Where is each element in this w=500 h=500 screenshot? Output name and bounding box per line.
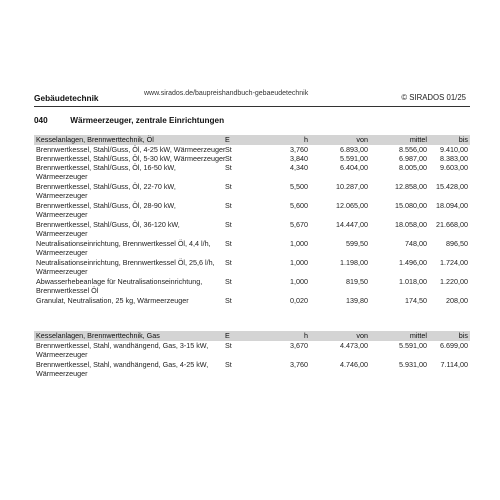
group-heading: Kesselanlagen, Brennwerttechnik, Gas <box>36 331 160 340</box>
col-von-header: von <box>356 135 368 144</box>
row-hours: 1,000 <box>290 277 308 286</box>
row-description: Abwasserhebeanlage für Neutralisationseinrichtung, Brennwertkessel Öl <box>36 277 203 295</box>
row-price-von: 6.404,00 <box>340 163 368 172</box>
row-unit: St <box>225 239 232 248</box>
row-price-von: 599,50 <box>346 239 368 248</box>
row-price-mittel: 15.080,00 <box>395 201 427 210</box>
row-price-bis: 1.724,00 <box>440 258 468 267</box>
table-row <box>34 154 470 163</box>
row-price-von: 6.893,00 <box>340 145 368 154</box>
col-mittel-header: mittel <box>409 135 427 144</box>
row-unit: St <box>225 341 232 350</box>
table-row <box>34 341 470 360</box>
col-hours-header: h <box>304 135 308 144</box>
row-hours: 5,600 <box>290 201 308 210</box>
table-row <box>34 145 470 154</box>
row-price-mittel: 18.058,00 <box>395 220 427 229</box>
col-bis-header: bis <box>458 331 468 340</box>
row-unit: St <box>225 277 232 286</box>
row-unit: St <box>225 154 232 163</box>
table-header-row <box>34 331 470 341</box>
group-heading: Kesselanlagen, Brennwerttechnik, Öl <box>36 135 154 144</box>
row-price-bis: 1.220,00 <box>440 277 468 286</box>
row-price-mittel: 5.591,00 <box>399 341 427 350</box>
section-title <box>34 116 470 125</box>
row-price-mittel: 12.858,00 <box>395 182 427 191</box>
row-hours: 5,670 <box>290 220 308 229</box>
row-price-bis: 208,00 <box>446 296 468 305</box>
row-price-bis: 21.668,00 <box>436 220 468 229</box>
table-row <box>34 182 470 201</box>
col-hours-header: h <box>304 331 308 340</box>
col-bis-header: bis <box>458 135 468 144</box>
row-price-mittel: 1.018,00 <box>399 277 427 286</box>
row-hours: 3,840 <box>290 154 308 163</box>
row-description: Brennwertkessel, Stahl/Guss, Öl, 22-70 kW, Wärmeerzeuger <box>36 182 176 200</box>
row-description: Brennwertkessel, Stahl/Guss, Öl, 28-90 kW, Wärmeerzeuger <box>36 201 176 219</box>
price-table-gas <box>34 331 470 379</box>
table-row <box>34 201 470 220</box>
row-hours: 4,340 <box>290 163 308 172</box>
row-hours: 3,760 <box>290 145 308 154</box>
row-price-bis: 9.410,00 <box>440 145 468 154</box>
row-description: Neutralisationseinrichtung, Brennwertkessel Öl, 25,6 l/h, Wärmeerzeuger <box>36 258 215 276</box>
col-mittel-header: mittel <box>409 331 427 340</box>
row-description: Brennwertkessel, Stahl/Guss, Öl, 4-25 kW, Wärmeerzeuger <box>36 145 226 154</box>
row-description: Brennwertkessel, Stahl/Guss, Öl, 5-30 kW, Wärmeerzeuger <box>36 154 226 163</box>
row-unit: St <box>225 220 232 229</box>
row-description: Brennwertkessel, Stahl/Guss, Öl, 36-120 kW, Wärmeerzeuger <box>36 220 180 238</box>
col-unit-header: E <box>225 135 230 144</box>
row-price-von: 1.198,00 <box>340 258 368 267</box>
section-number: 040 <box>34 116 48 125</box>
header-category: Gebäudetechnik <box>34 93 99 103</box>
row-price-bis: 7.114,00 <box>440 360 468 369</box>
row-price-mittel: 1.496,00 <box>399 258 427 267</box>
row-description: Neutralisationseinrichtung, Brennwertkessel Öl, 4,4 l/h, Wärmeerzeuger <box>36 239 211 257</box>
row-unit: St <box>225 258 232 267</box>
row-unit: St <box>225 145 232 154</box>
row-price-bis: 8.383,00 <box>440 154 468 163</box>
table-row <box>34 220 470 239</box>
header-url: www.sirados.de/baupreishandbuch-gebaeudetechnik <box>144 90 309 97</box>
row-price-von: 819,50 <box>346 277 368 286</box>
table-row <box>34 277 470 296</box>
row-unit: St <box>225 201 232 210</box>
table-row <box>34 239 470 258</box>
col-unit-header: E <box>225 331 230 340</box>
row-price-von: 12.065,00 <box>336 201 368 210</box>
row-hours: 5,500 <box>290 182 308 191</box>
price-table-oil <box>34 135 470 305</box>
row-price-mittel: 8.556,00 <box>399 145 427 154</box>
row-price-mittel: 748,00 <box>405 239 427 248</box>
row-price-von: 139,80 <box>346 296 368 305</box>
row-price-von: 10.287,00 <box>336 182 368 191</box>
row-price-von: 4.746,00 <box>340 360 368 369</box>
row-price-bis: 6.699,00 <box>440 341 468 350</box>
table-row <box>34 296 470 305</box>
row-price-bis: 18.094,00 <box>436 201 468 210</box>
row-unit: St <box>225 163 232 172</box>
page-header <box>34 90 470 107</box>
row-description: Brennwertkessel, Stahl, wandhängend, Gas, 3-15 kW, Wärmeerzeuger <box>36 341 209 359</box>
row-hours: 1,000 <box>290 239 308 248</box>
row-price-mittel: 174,50 <box>405 296 427 305</box>
row-unit: St <box>225 182 232 191</box>
row-price-von: 14.447,00 <box>336 220 368 229</box>
table-row <box>34 258 470 277</box>
table-row <box>34 163 470 182</box>
header-publisher: © SIRADOS 01/25 <box>401 93 466 102</box>
row-price-bis: 896,50 <box>446 239 468 248</box>
row-description: Brennwertkessel, Stahl, wandhängend, Gas, 4-25 kW, Wärmeerzeuger <box>36 360 209 378</box>
row-hours: 1,000 <box>290 258 308 267</box>
row-price-mittel: 6.987,00 <box>399 154 427 163</box>
row-description: Granulat, Neutralisation, 25 kg, Wärmeerzeuger <box>36 296 189 305</box>
table-header-row <box>34 135 470 145</box>
row-hours: 3,760 <box>290 360 308 369</box>
row-price-mittel: 5.931,00 <box>399 360 427 369</box>
row-description: Brennwertkessel, Stahl/Guss, Öl, 16-50 kW, Wärmeerzeuger <box>36 163 176 181</box>
row-price-von: 5.591,00 <box>340 154 368 163</box>
row-unit: St <box>225 360 232 369</box>
row-price-mittel: 8.005,00 <box>399 163 427 172</box>
row-price-bis: 9.603,00 <box>440 163 468 172</box>
col-von-header: von <box>356 331 368 340</box>
table-row <box>34 360 470 379</box>
row-hours: 0,020 <box>290 296 308 305</box>
row-hours: 3,670 <box>290 341 308 350</box>
row-price-bis: 15.428,00 <box>436 182 468 191</box>
row-price-von: 4.473,00 <box>340 341 368 350</box>
section-heading: Wärmeerzeuger, zentrale Einrichtungen <box>70 116 225 125</box>
row-unit: St <box>225 296 232 305</box>
